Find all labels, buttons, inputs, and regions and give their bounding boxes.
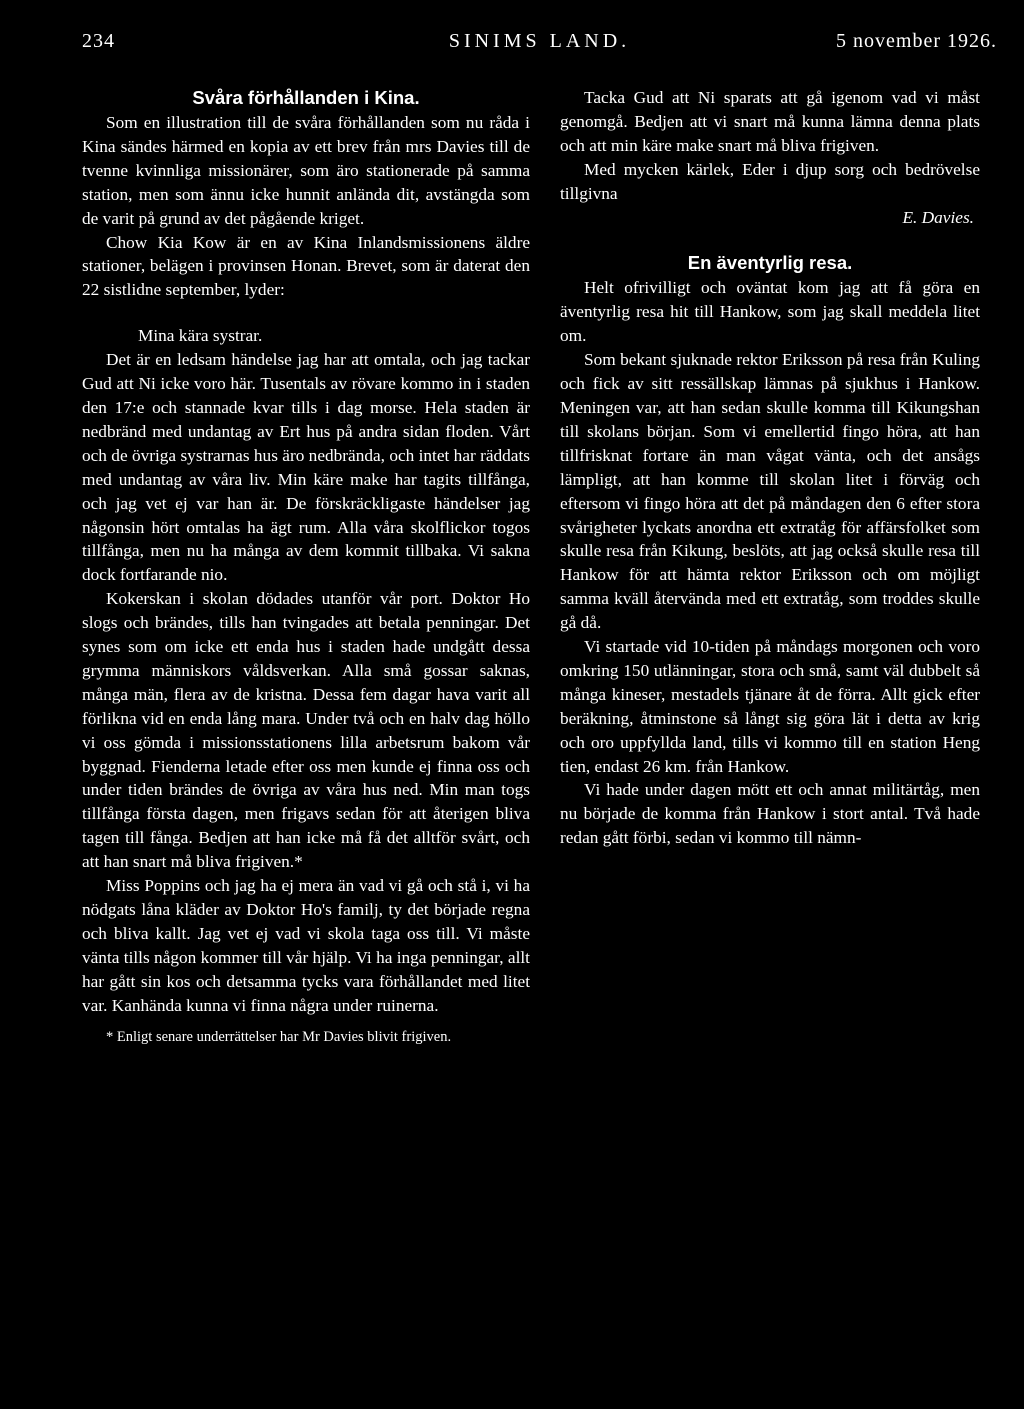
article-title: En äventyrlig resa. [687, 252, 853, 274]
article-paragraph: Vi startade vid 10-tiden på måndags morgonen och voro omkring 150 utlänningar, stora och små, samt väl dubbelt så många kineser, mestadels tjänare åt de förra. Allt gick efter beräkning, åtminstone så långt sig göra lät i detta av krig och oro uppfyllda land, tills vi kommo till en station Heng tien, endast 26 km. från Hankow. [560, 637, 980, 776]
letter-signature: E. Davies. [902, 207, 974, 227]
article-paragraph: Vi hade under dagen mött ett och annat militärtåg, men nu började de komma från Hankow i stort antal. Två hade redan gått förbi, sedan vi kommo till nämn- [560, 780, 980, 848]
article-paragraph: Som en illustration till de svåra förhållanden som nu råda i Kina sändes härmed en kopia av ett brev från mrs Davies till de tvenne kvinnliga missionärer, som äro stationerade på samma station, men som ännu icke hunnit anlända dit, avstängda som de varit på grund av det pågående kriget. [82, 113, 530, 228]
article-paragraph: Som bekant sjuknade rektor Eriksson på resa från Kuling och fick av sitt ressällskap lämnas på sjukhus i Hankow. Meningen var, att han sedan skulle komma till Kikungshan till skolans början. Som vi emellertid fingo höra, att han tillfrisknat fortare än man vågat vänta, och det ansågs lämpligt, att han komme till skolan litet i förväg och eftersom vi fingo höra att det på måndagen den 6 efter stora svårigheter lyckats anordna ett extratåg för affärsfolket som skulle resa från Kikung, beslöts, att jag också skulle resa till Hankow för att hämta rektor Eriksson och om möjligt samma kväll återvända med ett extratåg, som troddes skulle gå då. [560, 350, 980, 633]
left-column [82, 86, 530, 1046]
letter-salutation: Mina kära systrar. [138, 326, 263, 346]
letter-paragraph: Det är en ledsam händelse jag har att omtala, och jag tackar Gud att Ni icke voro här. Tusentals av rövare kommo in i staden den 17:e och stannade kvar tills i dag morse. Hela staden är nedbränd med undantag av Ert hus på andra sidan floden. Vårt och de övriga systrarnas hus äro nedbrända, och intet har räddats med undantag av våra liv. Min käre make har tagits tillfånga, och jag vet ej var han är. De förskräckligaste händelser jag någonsin hört omtalas ha ägt rum. Alla våra skolflickor togos tillfånga, men nu ha många av dem kommit tillbaka. Vi sakna dock fortfarande nio. [82, 350, 530, 585]
article-paragraph: Helt ofrivilligt och oväntat kom jag att få göra en äventyrlig resa hit till Hankow, som jag skall meddela litet om. [560, 278, 980, 346]
issue-date: 5 november 1926. [836, 30, 997, 52]
page-header [82, 30, 997, 60]
letter-paragraph: Miss Poppins och jag ha ej mera än vad vi gå och stå i, vi ha nödgats låna kläder av Doktor Ho's familj, ty det började regna och bliva kallt. Jag vet ej vad vi skola taga oss till. Vi måste vänta tills någon kommer till vår hjälp. Vi ha inga penningar, allt har gått sin kos och detsamma tycks vara förhållandet med litet var. Kanhända kunna vi finna några under ruinerna. [82, 876, 530, 1015]
letter-paragraph: Tacka Gud att Ni sparats att gå igenom vad vi måst genomgå. Bedjen att vi snart må kunna lämna denna plats och att min käre make snart må bliva frigiven. [560, 88, 980, 155]
article-paragraph: Chow Kia Kow är en av Kina Inlandsmissionens äldre stationer, belägen i provinsen Honan. Brevet, som är daterat den 22 sistlidne september, lyder: [82, 232, 530, 300]
footnote: * Enligt senare underrättelser har Mr Davies blivit frigiven. [106, 1028, 452, 1045]
article-title: Svåra förhållanden i Kina. [192, 87, 420, 108]
letter-paragraph: Med mycken kärlek, Eder i djup sorg och bedrövelse tillgivna [560, 159, 980, 203]
page-number: 234 [82, 30, 115, 52]
letter-paragraph: Kokerskan i skolan dödades utanför vår port. Doktor Ho slogs och brändes, tills han tvingades att betala penningar. Det synes som om icke ett enda hus i staden hade undgått dessa grymma människors våldsverkan. Alla små gossar saknas, många män, flera av de kristna. Dessa fem dagar hava varit all förlikna vid en enda lång mara. Under två och en halv dag höllo vi oss gömda i missionsstationens lilla arbetsrum bakom vår byggnad. Fienderna letade efter oss men kunde ej finna oss och under tiden brändes de övriga av våra hus ned. Min man togs tillfånga första dagen, men frigavs sedan för att återigen bliva tagen till fånga. Bedjen att han icke må få det alltför svårt, och att han snart må bliva frigiven.* [82, 589, 530, 872]
right-column [560, 86, 980, 850]
journal-title: SINIMS LAND. [448, 30, 631, 52]
